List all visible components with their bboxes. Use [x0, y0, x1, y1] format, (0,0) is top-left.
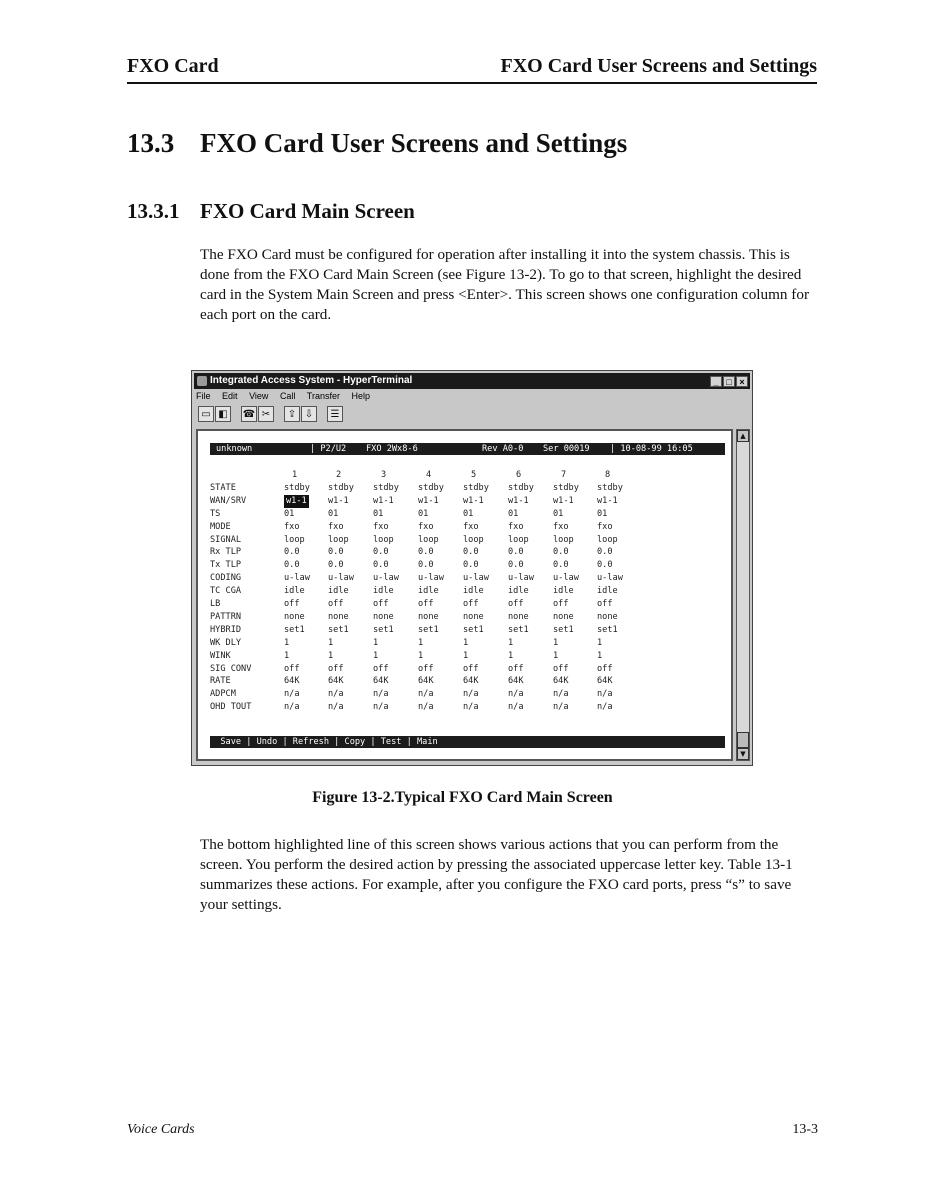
- config-row-label: PATTRN: [210, 611, 242, 622]
- config-value-field[interactable]: u-law: [553, 573, 579, 584]
- config-value-field[interactable]: idle: [508, 586, 529, 597]
- config-value-field[interactable]: stdby: [284, 482, 310, 493]
- config-value-field[interactable]: 1: [373, 637, 379, 648]
- config-value-field[interactable]: idle: [553, 586, 574, 597]
- action-bar-text[interactable]: Save | Undo | Refresh | Copy | Test | Main: [220, 737, 438, 747]
- config-value-field[interactable]: u-law: [373, 573, 399, 584]
- config-value-field[interactable]: 1: [284, 650, 290, 661]
- config-value-field[interactable]: 0.0: [418, 547, 434, 558]
- config-value-field[interactable]: n/a: [284, 702, 300, 713]
- subsection-heading: [127, 199, 415, 224]
- port-number: 3: [381, 470, 387, 480]
- status-name: unknown: [216, 444, 253, 454]
- config-value-field[interactable]: 1: [597, 637, 603, 648]
- config-value-field[interactable]: loop: [463, 534, 484, 545]
- port-number: 7: [561, 470, 567, 480]
- config-value-field[interactable]: w1-1: [508, 495, 529, 506]
- config-value-field[interactable]: off: [508, 663, 524, 674]
- config-value-field[interactable]: 1: [418, 650, 424, 661]
- config-row-label: OHD TOUT: [210, 702, 252, 713]
- footer-left: Voice Cards: [127, 1122, 195, 1137]
- status-slot: | P2/U2: [310, 444, 347, 454]
- config-value-field[interactable]: n/a: [508, 689, 524, 700]
- config-value-field[interactable]: 0.0: [597, 560, 613, 571]
- config-value-field[interactable]: n/a: [328, 702, 344, 713]
- config-value-field[interactable]: none: [597, 611, 618, 622]
- config-value-field[interactable]: n/a: [328, 689, 344, 700]
- config-value-field[interactable]: off: [553, 599, 569, 609]
- config-value-field[interactable]: 01: [597, 508, 608, 519]
- vertical-scrollbar[interactable]: [736, 429, 750, 761]
- config-value-field[interactable]: u-law: [284, 573, 310, 584]
- config-value-field[interactable]: off: [328, 599, 344, 609]
- config-value-field[interactable]: 1: [553, 650, 559, 661]
- config-value-field[interactable]: none: [373, 611, 394, 622]
- config-row-label: LB: [210, 599, 221, 609]
- config-value-field[interactable]: 64K: [463, 676, 479, 687]
- toolbar: [198, 406, 344, 426]
- status-card: FXO 2Wx8-6: [366, 444, 418, 454]
- config-value-field[interactable]: fxo: [418, 521, 434, 532]
- receive-icon[interactable]: ⇩: [301, 406, 317, 422]
- config-value-field[interactable]: 1: [328, 650, 334, 661]
- config-value-field[interactable]: off: [284, 663, 300, 674]
- new-icon[interactable]: ▭: [198, 406, 214, 422]
- config-value-field[interactable]: fxo: [463, 521, 479, 532]
- config-value-field[interactable]: w1-1: [418, 495, 439, 506]
- config-value-field[interactable]: n/a: [463, 689, 479, 700]
- config-value-field[interactable]: 0.0: [463, 560, 479, 571]
- config-value-field[interactable]: set1: [463, 624, 484, 635]
- port-number: 5: [471, 470, 477, 480]
- config-row-label: WAN/SRV: [210, 495, 247, 506]
- status-serial: Ser 00019: [543, 444, 590, 454]
- config-value-field[interactable]: 01: [553, 508, 564, 519]
- config-value-field[interactable]: loop: [597, 534, 618, 545]
- config-value-field[interactable]: off: [553, 663, 569, 674]
- disconnect-icon[interactable]: ✂: [258, 406, 274, 422]
- config-value-field[interactable]: 0.0: [373, 560, 389, 571]
- maximize-icon[interactable]: □: [723, 376, 735, 387]
- menu-view[interactable]: View: [249, 391, 269, 401]
- config-value-field[interactable]: stdby: [597, 482, 623, 493]
- send-icon[interactable]: ⇪: [284, 406, 300, 422]
- window-titlebar: [194, 373, 750, 389]
- config-value-field[interactable]: idle: [328, 586, 349, 597]
- config-row-label: SIG CONV: [210, 663, 252, 674]
- config-value-field[interactable]: 0.0: [418, 560, 434, 571]
- config-value-field[interactable]: n/a: [373, 689, 389, 700]
- config-row-label: MODE: [210, 521, 231, 532]
- config-value-field[interactable]: set1: [328, 624, 349, 635]
- status-rev: Rev A0-0: [482, 444, 524, 454]
- app-icon: [197, 376, 207, 386]
- menu-transfer[interactable]: Transfer: [306, 391, 340, 401]
- config-value-field[interactable]: off: [597, 663, 613, 674]
- config-value-field[interactable]: n/a: [553, 702, 569, 713]
- section-number: 13.3: [127, 128, 175, 158]
- config-value-field[interactable]: off: [463, 599, 479, 609]
- config-value-field[interactable]: fxo: [284, 521, 300, 532]
- config-value-field[interactable]: set1: [553, 624, 574, 635]
- subsection-number: 13.3.1: [127, 199, 180, 223]
- config-value-field[interactable]: 0.0: [328, 547, 344, 558]
- card-status-bar: [210, 443, 725, 455]
- config-value-field[interactable]: 0.0: [328, 560, 344, 571]
- config-value-field[interactable]: 0.0: [508, 560, 524, 571]
- config-value-field[interactable]: 0.0: [508, 547, 524, 558]
- menu-bar: [196, 391, 379, 401]
- config-row-label: TS: [210, 508, 221, 519]
- config-value-field[interactable]: 0.0: [373, 547, 389, 558]
- config-value-field[interactable]: stdby: [418, 482, 444, 493]
- config-value-field[interactable]: 1: [508, 650, 514, 661]
- config-value-field[interactable]: w1-1: [553, 495, 574, 506]
- menu-call[interactable]: Call: [279, 391, 296, 401]
- config-value-field[interactable]: 64K: [553, 676, 569, 687]
- config-value-field[interactable]: off: [373, 599, 389, 609]
- config-value-field[interactable]: off: [373, 663, 389, 674]
- config-value-field[interactable]: loop: [553, 534, 574, 545]
- config-value-field[interactable]: w1-1: [286, 495, 307, 506]
- config-value-field[interactable]: stdby: [373, 482, 399, 493]
- config-value-field[interactable]: w1-1: [597, 495, 618, 506]
- config-value-field[interactable]: idle: [373, 586, 394, 597]
- config-value-field[interactable]: off: [597, 599, 613, 609]
- config-value-field[interactable]: 0.0: [463, 547, 479, 558]
- window-title: Integrated Access System - HyperTerminal: [210, 375, 413, 386]
- config-value-field[interactable]: 1: [463, 650, 469, 661]
- config-value-field[interactable]: n/a: [597, 689, 613, 700]
- config-row-label: Rx TLP: [210, 547, 242, 558]
- section-heading: [127, 128, 627, 159]
- running-header-left: FXO Card: [127, 55, 219, 77]
- config-value-field[interactable]: none: [418, 611, 439, 622]
- config-value-field[interactable]: loop: [373, 534, 394, 545]
- config-value-field[interactable]: fxo: [328, 521, 344, 532]
- scroll-thumb[interactable]: [737, 732, 749, 748]
- config-value-field[interactable]: u-law: [418, 573, 444, 584]
- config-value-field[interactable]: 0.0: [553, 547, 569, 558]
- config-value-field[interactable]: fxo: [553, 521, 569, 532]
- properties-icon[interactable]: ☰: [327, 406, 343, 422]
- config-value-field[interactable]: none: [463, 611, 484, 622]
- config-row-label: ADPCM: [210, 689, 236, 700]
- config-value-field[interactable]: w1-1: [463, 495, 484, 506]
- subsection-title: FXO Card Main Screen: [200, 199, 415, 223]
- config-value-field[interactable]: w1-1: [328, 495, 349, 506]
- config-value-field[interactable]: u-law: [597, 573, 623, 584]
- config-value-field[interactable]: off: [463, 663, 479, 674]
- config-value-field[interactable]: 1: [373, 650, 379, 661]
- config-value-field[interactable]: none: [328, 611, 349, 622]
- config-value-field[interactable]: 0.0: [284, 560, 300, 571]
- scroll-up-icon[interactable]: ▲: [737, 430, 749, 442]
- config-value-field[interactable]: w1-1: [373, 495, 394, 506]
- config-value-field[interactable]: off: [418, 599, 434, 609]
- config-row-label: TC CGA: [210, 586, 242, 597]
- section-title: FXO Card User Screens and Settings: [200, 128, 628, 158]
- port-number: 6: [516, 470, 522, 480]
- config-value-field[interactable]: stdby: [553, 482, 579, 493]
- config-value-field[interactable]: n/a: [418, 702, 434, 713]
- running-header-right: FXO Card User Screens and Settings: [500, 55, 817, 77]
- page-number: 13-3: [792, 1122, 818, 1137]
- config-value-field[interactable]: off: [418, 663, 434, 674]
- config-value-field[interactable]: 1: [328, 637, 334, 648]
- config-value-field[interactable]: 0.0: [597, 547, 613, 558]
- config-value-field[interactable]: none: [553, 611, 574, 622]
- config-value-field[interactable]: idle: [597, 586, 618, 597]
- config-value-field[interactable]: 1: [284, 637, 290, 648]
- config-row-label: WK DLY: [210, 637, 242, 648]
- config-value-field[interactable]: n/a: [418, 689, 434, 700]
- config-value-field[interactable]: 1: [418, 637, 424, 648]
- config-value-field[interactable]: n/a: [508, 702, 524, 713]
- config-value-field[interactable]: idle: [284, 586, 305, 597]
- config-value-field[interactable]: u-law: [508, 573, 534, 584]
- config-value-field[interactable]: stdby: [328, 482, 354, 493]
- config-value-field[interactable]: 1: [463, 637, 469, 648]
- config-row-label: CODING: [210, 573, 242, 584]
- config-row-label: SIGNAL: [210, 534, 242, 545]
- config-value-field[interactable]: none: [508, 611, 529, 622]
- config-value-field[interactable]: 1: [597, 650, 603, 661]
- config-row-label: Tx TLP: [210, 560, 242, 571]
- config-value-field[interactable]: n/a: [463, 702, 479, 713]
- config-value-field[interactable]: 64K: [284, 676, 300, 687]
- config-value-field[interactable]: 01: [284, 508, 295, 519]
- config-value-field[interactable]: set1: [597, 624, 618, 635]
- config-value-field[interactable]: set1: [508, 624, 529, 635]
- config-value-field[interactable]: 64K: [373, 676, 389, 687]
- config-value-field[interactable]: fxo: [597, 521, 613, 532]
- config-value-field[interactable]: fxo: [373, 521, 389, 532]
- phone-icon[interactable]: ☎: [241, 406, 257, 422]
- port-number: 4: [426, 470, 432, 480]
- config-value-field[interactable]: 01: [373, 508, 384, 519]
- config-value-field[interactable]: 64K: [328, 676, 344, 687]
- config-value-field[interactable]: off: [328, 663, 344, 674]
- config-value-field[interactable]: n/a: [373, 702, 389, 713]
- port-number: 2: [336, 470, 342, 480]
- config-value-field[interactable]: set1: [418, 624, 439, 635]
- figure-caption: Figure 13-2.Typical FXO Card Main Screen: [312, 789, 613, 806]
- menu-file[interactable]: File: [196, 391, 211, 401]
- config-value-field[interactable]: 64K: [508, 676, 524, 687]
- config-value-field[interactable]: off: [508, 599, 524, 609]
- closing-paragraph: The bottom highlighted line of this screen shows various actions that you can perform from the screen. You perform the desired action by pressing the associated uppercase letter key. Table 13-1 summarizes these actions. For example, after you configure the FXO card ports, press “s” to save your settings.: [200, 836, 793, 913]
- config-value-field[interactable]: loop: [418, 534, 439, 545]
- minimize-icon[interactable]: _: [710, 376, 722, 387]
- header-rule: [127, 82, 817, 84]
- config-value-field[interactable]: u-law: [463, 573, 489, 584]
- config-value-field[interactable]: stdby: [463, 482, 489, 493]
- terminal-window: [191, 370, 753, 766]
- intro-paragraph: The FXO Card must be configured for operation after installing it into the system chassis. This is done from the FXO Card Main Screen (see Figure 13-2). To go to that screen, highlight the desired card in the System Main Screen and press <Enter>. This screen shows one configuration column for each port on the card.: [200, 246, 810, 323]
- config-value-field[interactable]: 0.0: [553, 560, 569, 571]
- status-datetime: | 10-08-99 16:05: [610, 444, 693, 454]
- config-value-field[interactable]: 1: [553, 637, 559, 648]
- config-value-field[interactable]: loop: [328, 534, 349, 545]
- menu-help[interactable]: Help: [351, 391, 371, 401]
- config-value-field[interactable]: set1: [284, 624, 305, 635]
- config-value-field[interactable]: loop: [508, 534, 529, 545]
- config-row-label: WINK: [210, 650, 231, 661]
- open-icon[interactable]: ◧: [215, 406, 231, 422]
- scroll-down-icon[interactable]: ▼: [737, 748, 749, 760]
- config-row-label: HYBRID: [210, 624, 242, 635]
- config-value-field[interactable]: u-law: [328, 573, 354, 584]
- config-value-field[interactable]: off: [284, 599, 300, 609]
- terminal-screen: [196, 429, 733, 761]
- config-row-label: RATE: [210, 676, 231, 687]
- menu-edit[interactable]: Edit: [222, 391, 238, 401]
- config-value-field[interactable]: n/a: [553, 689, 569, 700]
- config-value-field[interactable]: loop: [284, 534, 305, 545]
- config-value-field[interactable]: n/a: [597, 702, 613, 713]
- config-value-field[interactable]: idle: [418, 586, 439, 597]
- port-number: 1: [292, 470, 298, 480]
- config-row-label: STATE: [210, 482, 236, 493]
- config-value-field[interactable]: 0.0: [284, 547, 300, 558]
- config-value-field[interactable]: idle: [463, 586, 484, 597]
- config-value-field[interactable]: 01: [418, 508, 429, 519]
- config-value-field[interactable]: none: [284, 611, 305, 622]
- config-value-field[interactable]: n/a: [284, 689, 300, 700]
- port-number: 8: [605, 470, 611, 480]
- config-value-field[interactable]: 01: [508, 508, 519, 519]
- config-value-field[interactable]: stdby: [508, 482, 534, 493]
- close-icon[interactable]: ×: [736, 376, 748, 387]
- config-value-field[interactable]: 64K: [597, 676, 613, 687]
- config-value-field[interactable]: 01: [463, 508, 474, 519]
- action-bar: [210, 736, 725, 748]
- config-value-field[interactable]: 1: [508, 637, 514, 648]
- config-value-field[interactable]: set1: [373, 624, 394, 635]
- config-value-field[interactable]: 01: [328, 508, 339, 519]
- config-value-field[interactable]: 64K: [418, 676, 434, 687]
- config-value-field[interactable]: fxo: [508, 521, 524, 532]
